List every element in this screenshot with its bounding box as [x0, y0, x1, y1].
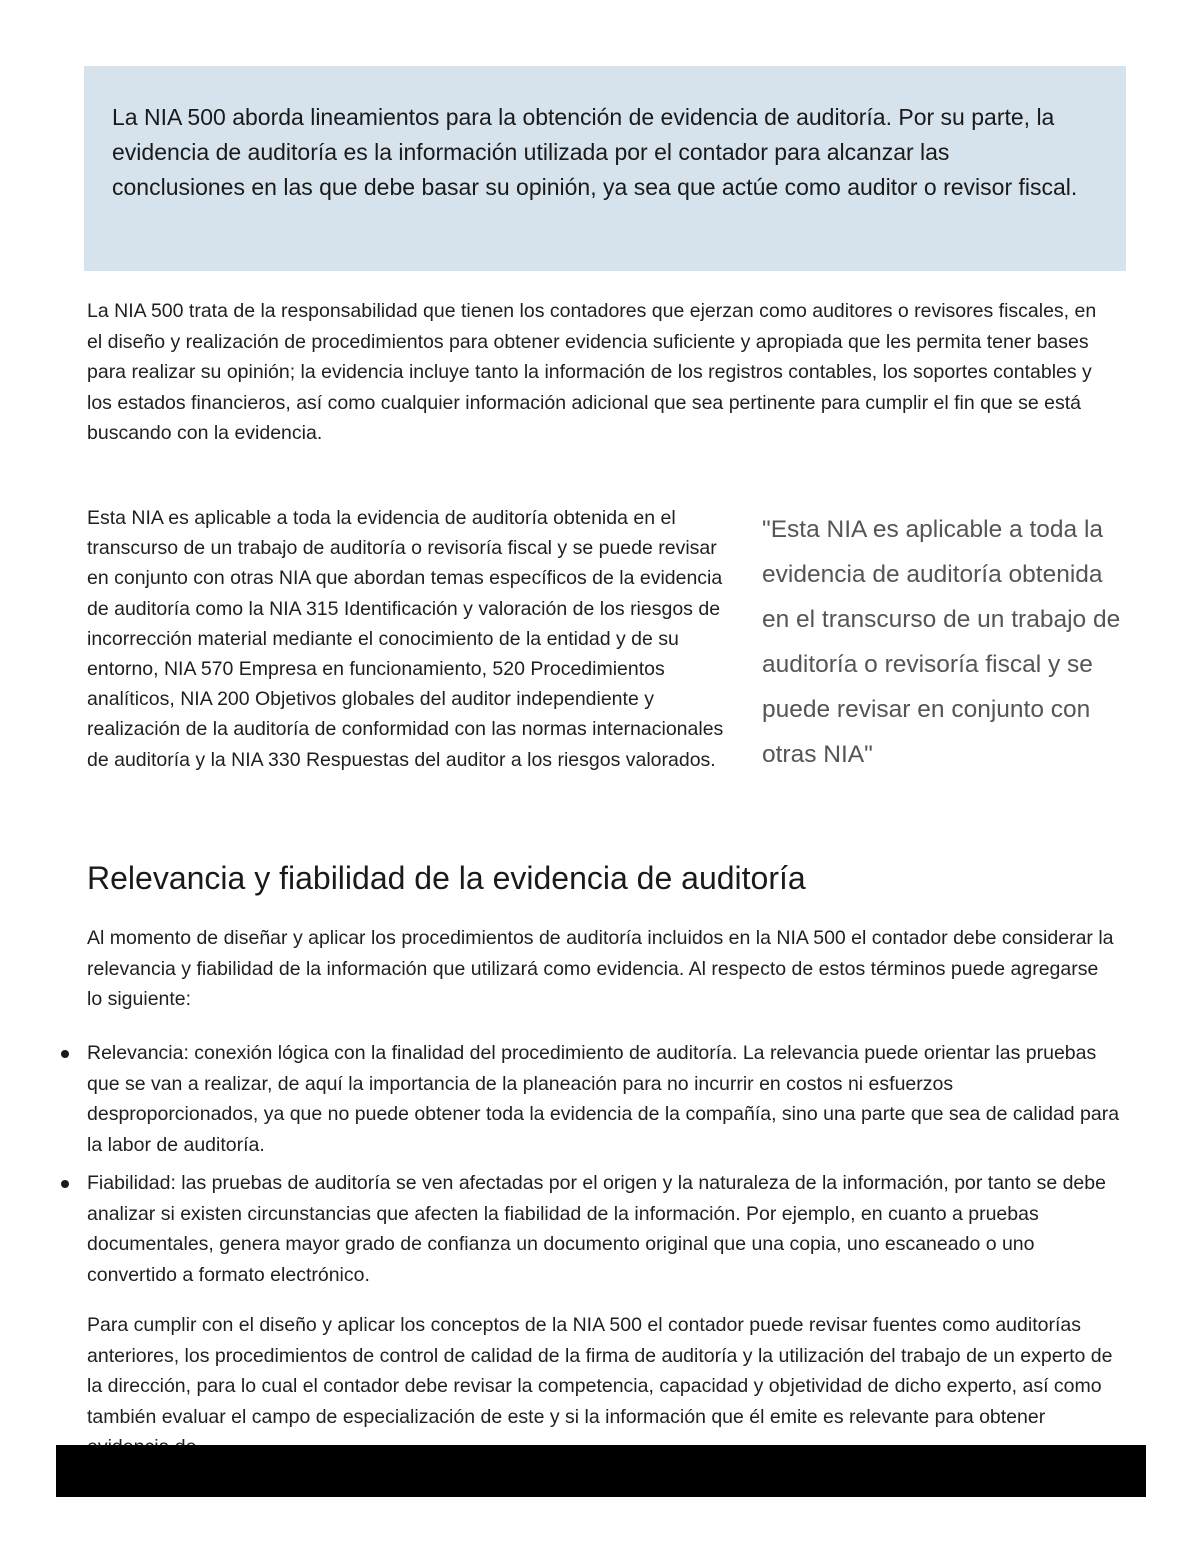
summary-callout	[84, 66, 1126, 271]
closing-paragraph: Para cumplir con el diseño y aplicar los conceptos de la NIA 500 el contador puede revisar fuentes como auditorías anteriores, los procedimientos de control de calidad de la firma de auditoría y la utilización del trabajo de un experto de la dirección, para lo cual el contador debe revisar la competencia, capacidad y objetividad de dicho experto, así como también evaluar el campo de especialización de este y si la información que él emite es relevante para obtener	[87, 1314, 1113, 1428]
bullet-icon	[61, 1050, 69, 1058]
list-item	[87, 1038, 1127, 1160]
section-intro-paragraph: Al momento de diseñar y aplicar los procedimientos de auditoría incluidos en la NIA 500 el contador debe considerar la relevancia y fiabilidad de la información que utilizará como evidencia. Al respecto de estos términos puede agregarse lo siguiente:	[87, 927, 1114, 1010]
bullet-list	[87, 1038, 1127, 1298]
list-item-text: Relevancia: conexión lógica con la finalidad del procedimiento de auditoría. La relevancia puede orientar las pruebas que se van a realizar, de aquí la importancia de la planeación para no incurrir en costos ni esfuerzos desproporcionados, ya que no puede obtener toda la evidencia de la compañía, sino una parte que sea de calidad para la labor de auditoría.	[87, 1042, 1120, 1156]
summary-callout-text: La NIA 500 aborda lineamientos para la obtención de evidencia de auditoría. Por su parte, la evidencia de auditoría es la información utilizada por el contador para alcanzar las conclusiones en las que debe basar su opinión, ya sea que actúe como auditor o revisor fiscal.	[112, 104, 1078, 200]
pull-quote: "Esta NIA es aplicable a toda la evidencia de auditoría obtenida en el transcurso de un trabajo de auditoría o revisoría fiscal y se puede revisar en conjunto con otras NIA"	[762, 516, 1121, 768]
list-item	[87, 1168, 1127, 1290]
list-item-text: Fiabilidad: las pruebas de auditoría se ven afectadas por el origen y la naturaleza de la información, por tanto se debe analizar si existen circunstancias que afecten la fiabilidad de la información. Por ejemplo, en cuanto a pruebas documentales, genera mayor grado de confianza un documento original que una copia, uno escaneado o uno convertido a formato electrónico.	[87, 1172, 1106, 1286]
section-heading: Relevancia y fiabilidad de la evidencia de auditoría	[87, 860, 806, 896]
redaction-bar	[56, 1445, 1146, 1497]
bullet-icon	[61, 1180, 69, 1188]
applicability-paragraph: Esta NIA es aplicable a toda la evidencia de auditoría obtenida en el transcurso de un trabajo de auditoría o revisoría fiscal y se puede revisar en conjunto con otras NIA que abordan temas específicos de la evidencia de auditoría como la NIA 315 Identificación y valoración de los riesgos de incorrección material mediante el conocimiento de la entidad y de su entorno, NIA 570 Empresa en funcionamiento, 520 Procedimientos analíticos, NIA 200 Objetivos globales del auditor independiente y realización de la auditoría de conformidad con las normas internacionales de auditoría y la NIA 330 Respuestas del auditor a los riesgos valorados.	[87, 507, 724, 771]
intro-paragraph: La NIA 500 trata de la responsabilidad que tienen los contadores que ejerzan como auditores o revisores fiscales, en el diseño y realización de procedimientos para obtener evidencia suficiente y apropiada que les permita tener bases para realizar su opinión; la evidencia incluye tanto la información de los registros contables, los soportes contables y los estados financieros, así como cualquier información adicional que sea pertinente para cumplir el fin que se está buscando con la evidencia.	[87, 300, 1097, 444]
